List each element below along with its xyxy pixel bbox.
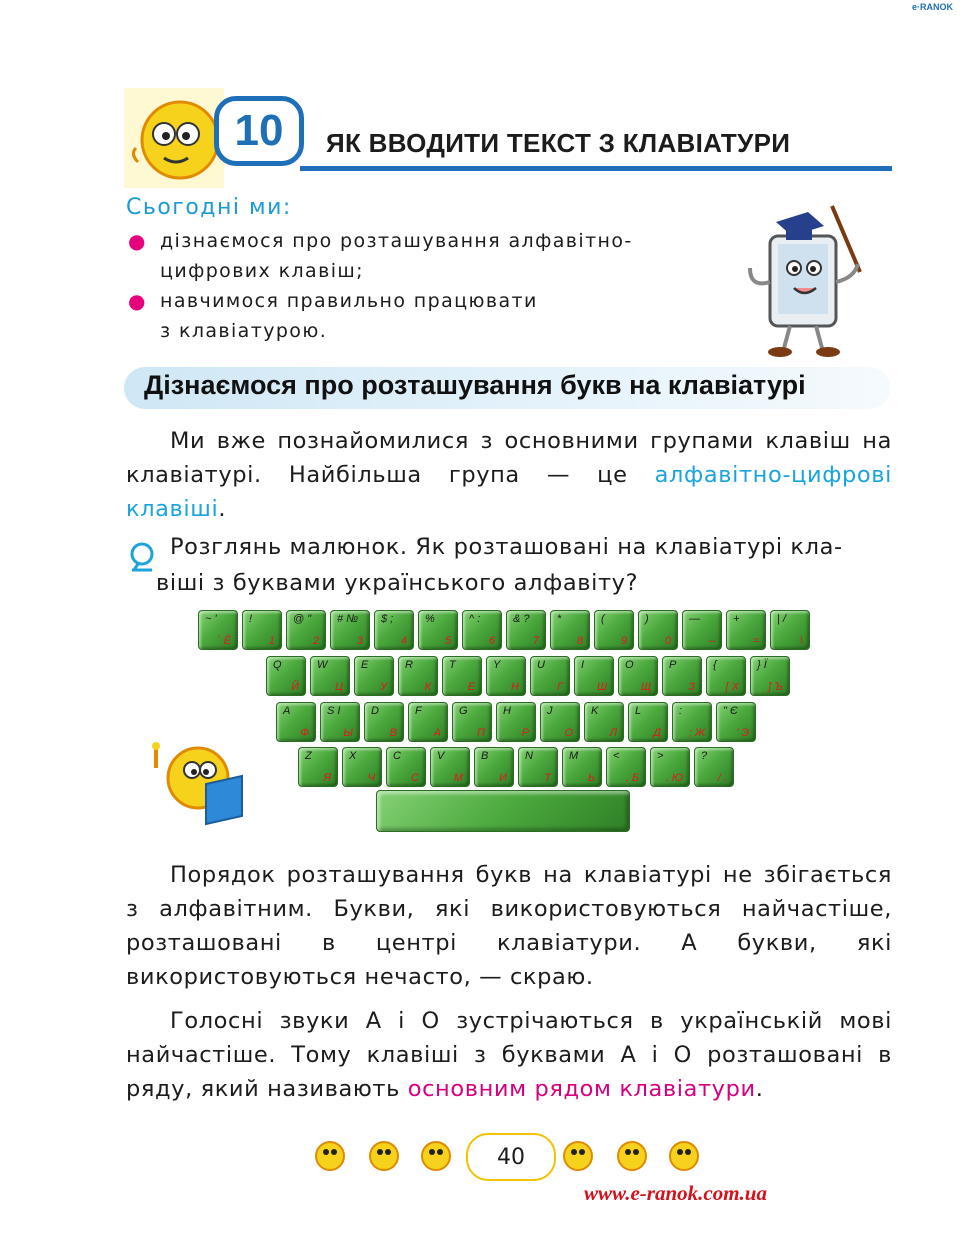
key-top-label: L xyxy=(635,705,642,717)
footer-mascots-left-icon xyxy=(310,1136,460,1176)
key-top-label: J xyxy=(547,705,553,717)
keyboard-key xyxy=(462,610,502,650)
keyboard-key xyxy=(770,610,810,650)
key-top-label: V xyxy=(437,750,445,762)
keyboard-key xyxy=(694,747,734,787)
key-bottom-label: 4 xyxy=(400,635,407,647)
key-bottom-label: Ш xyxy=(596,681,607,693)
key-top-label: B xyxy=(481,750,489,762)
key-bottom-label: Р xyxy=(521,727,529,739)
para-text: . xyxy=(755,1076,764,1102)
key-top-label: | / xyxy=(777,613,786,625)
key-top-label: A xyxy=(283,705,291,717)
key-top-label: H xyxy=(503,705,511,717)
keyboard-key xyxy=(298,747,338,787)
goal-line: дізнаємося про розташування алфавітно- xyxy=(160,230,633,252)
space-key xyxy=(376,790,630,832)
keyboard-key xyxy=(398,656,438,696)
key-top-label: K xyxy=(591,705,599,717)
key-top-label: P xyxy=(669,659,677,671)
keyboard-key xyxy=(672,702,712,742)
key-bottom-label: – xyxy=(708,635,715,647)
keyboard-key xyxy=(618,656,658,696)
key-bottom-label: Л xyxy=(609,727,617,739)
key-top-label: ( xyxy=(601,613,605,625)
publisher-logo: e·RANOK xyxy=(912,2,954,12)
key-bottom-label: И xyxy=(499,772,507,784)
key-bottom-label: Ц xyxy=(335,681,343,693)
keyboard-key xyxy=(364,702,404,742)
goal-item xyxy=(128,286,538,346)
keyboard-key xyxy=(726,610,766,650)
keyboard-key xyxy=(496,702,536,742)
question-line-2: віші з буквами українського алфавіту? xyxy=(156,570,639,596)
goal-line: навчимося правильно працювати xyxy=(160,290,538,312)
key-bottom-label: Ч xyxy=(367,772,375,784)
key-bottom-label: Г xyxy=(557,681,563,693)
goal-line: цифрових клавіш; xyxy=(160,260,364,282)
keyboard-key xyxy=(386,747,426,787)
key-top-label: ? xyxy=(701,750,708,762)
key-bottom-label: = xyxy=(752,635,759,647)
keyboard-key xyxy=(242,610,282,650)
key-bottom-label: Т xyxy=(544,772,551,784)
paragraph-intro xyxy=(126,424,892,526)
key-top-label: ) xyxy=(645,613,649,625)
key-top-label: E xyxy=(361,659,369,671)
keyboard-key xyxy=(198,610,238,650)
key-bottom-label: Ф xyxy=(300,727,309,739)
key-bottom-label: ` Ё xyxy=(216,635,231,647)
key-bottom-label: М xyxy=(453,772,463,784)
keyboard-key xyxy=(276,702,316,742)
key-top-label: " Є xyxy=(723,705,738,717)
keyboard-key xyxy=(584,702,624,742)
bullet-icon: ● xyxy=(128,289,147,313)
key-top-label: ~ ' xyxy=(205,613,217,625)
key-bottom-label: / . xyxy=(717,772,727,784)
keyboard-key xyxy=(474,747,514,787)
key-bottom-label: 1 xyxy=(268,635,275,647)
keyboard-key xyxy=(320,702,360,742)
keyboard-key xyxy=(574,656,614,696)
key-top-label: ^ : xyxy=(469,613,481,625)
key-bottom-label: Д xyxy=(653,727,661,739)
footer-mascots-right-icon xyxy=(558,1136,708,1176)
keyboard-key xyxy=(266,656,306,696)
key-bottom-label: ' Э xyxy=(736,727,749,739)
key-bottom-label: , Б xyxy=(625,772,639,784)
question-line-1: Розглянь малюнок. Як розташовані на клавіатурі кла- xyxy=(170,534,843,560)
keyboard-key xyxy=(628,702,668,742)
key-top-label: Z xyxy=(305,750,312,762)
key-bottom-label: \ xyxy=(799,635,803,647)
key-bottom-label: ; Ж xyxy=(688,727,705,739)
key-bottom-label: 0 xyxy=(664,635,671,647)
key-top-label: T xyxy=(449,659,456,671)
key-bottom-label: Й xyxy=(291,681,299,693)
smiley-mascot-icon xyxy=(124,88,224,188)
page-number: 40 xyxy=(466,1133,556,1181)
key-bottom-label: 2 xyxy=(312,635,319,647)
key-bottom-label: Ы xyxy=(343,727,353,739)
keyboard-key xyxy=(682,610,722,650)
lesson-number: 10 xyxy=(214,96,304,166)
key-bottom-label: З xyxy=(688,681,695,693)
key-top-label: + xyxy=(733,613,740,625)
para-text: Ми вже познайомилися з основними групами клавіш на клавіатурі. Найбільша група — це xyxy=(126,428,892,488)
key-top-label: & ? xyxy=(513,613,530,625)
keyboard-key xyxy=(486,656,526,696)
keyboard-key xyxy=(530,656,570,696)
keyboard-key xyxy=(286,610,326,650)
key-top-label: X xyxy=(349,750,357,762)
key-top-label: M xyxy=(569,750,579,762)
keyboard-key xyxy=(442,656,482,696)
keyboard-key xyxy=(506,610,546,650)
key-top-label: S І xyxy=(327,705,341,717)
paragraph-vowels xyxy=(126,1004,892,1106)
key-top-label: D xyxy=(371,705,379,717)
key-bottom-label: 8 xyxy=(576,635,583,647)
key-bottom-label: 6 xyxy=(488,635,495,647)
keyboard-key xyxy=(418,610,458,650)
bullet-icon: ● xyxy=(128,229,147,253)
paragraph-order: Порядок розташування букв на клавіатурі не збігається з алфавітним. Букви, які використовуються найчастіше, розташовані в центрі клавіатури. А букви, які використовуються нечасто, — скраю. xyxy=(126,862,892,990)
key-bottom-label: Ь xyxy=(587,772,595,784)
key-bottom-label: . Ю xyxy=(665,772,683,784)
key-bottom-label: 9 xyxy=(620,635,627,647)
key-top-label: < xyxy=(613,750,620,762)
keyboard-key xyxy=(594,610,634,650)
keyboard-key xyxy=(342,747,382,787)
key-bottom-label: У xyxy=(379,681,387,693)
key-bottom-label: ] Ъ xyxy=(768,681,783,693)
key-top-label: — xyxy=(689,613,700,625)
key-bottom-label: 7 xyxy=(532,635,539,647)
key-bottom-label: С xyxy=(411,772,419,784)
key-bottom-label: Н xyxy=(511,681,519,693)
key-top-label: U xyxy=(537,659,545,671)
term-highlight: алфавітно-цифрові клавіші xyxy=(126,462,892,522)
para-text: Голосні звуки А і О зустрічаються в українській мові найчастіше. Тому клавіші з буквами А і О розташовані в ряду, який називають xyxy=(126,1008,892,1102)
reading-mascot-icon xyxy=(146,738,250,826)
key-bottom-label: [ Х xyxy=(725,681,739,693)
publisher-website: www.e-ranok.com.ua xyxy=(584,1181,767,1205)
keyboard-key xyxy=(750,656,790,696)
key-top-label: # № xyxy=(337,613,359,625)
keyboard-key xyxy=(716,702,756,742)
keyboard-key xyxy=(638,610,678,650)
key-bottom-label: П xyxy=(477,727,485,739)
key-top-label: > xyxy=(657,750,664,762)
goal-line: з клавіатурою. xyxy=(160,320,328,342)
key-top-label: W xyxy=(317,659,328,671)
keyboard-key xyxy=(430,747,470,787)
lesson-header-rule xyxy=(300,166,892,171)
key-top-label: : xyxy=(679,705,683,717)
key-top-label: { xyxy=(713,659,717,671)
key-bottom-label: Щ xyxy=(640,681,651,693)
keyboard-key xyxy=(310,656,350,696)
keyboard-key xyxy=(650,747,690,787)
keyboard-key xyxy=(452,702,492,742)
key-top-label: R xyxy=(405,659,413,671)
lesson-title: ЯК ВВОДИТИ ТЕКСТ З КЛАВІАТУРИ xyxy=(326,128,791,158)
key-top-label: * xyxy=(557,613,562,625)
key-bottom-label: 3 xyxy=(356,635,363,647)
goal-item xyxy=(128,226,633,286)
key-top-label: Q xyxy=(273,659,282,671)
key-top-label: N xyxy=(525,750,533,762)
keyboard-key xyxy=(662,656,702,696)
keyboard-key xyxy=(518,747,558,787)
key-top-label: I xyxy=(581,659,585,671)
keyboard-key xyxy=(408,702,448,742)
key-top-label: O xyxy=(625,659,634,671)
keyboard-key xyxy=(330,610,370,650)
key-top-label: ! xyxy=(249,613,253,625)
key-bottom-label: К xyxy=(424,681,431,693)
keyboard-key xyxy=(540,702,580,742)
keyboard-key xyxy=(706,656,746,696)
key-top-label: } Ї xyxy=(757,659,767,671)
keyboard-key xyxy=(550,610,590,650)
goals-heading: Сьогодні ми: xyxy=(126,195,292,220)
term-highlight: основним рядом клавіатури xyxy=(407,1076,756,1102)
key-bottom-label: Я xyxy=(323,772,331,784)
keyboard-key xyxy=(374,610,414,650)
key-top-label: C xyxy=(393,750,401,762)
key-bottom-label: Е xyxy=(467,681,475,693)
tablet-teacher-icon xyxy=(736,202,876,358)
key-bottom-label: 5 xyxy=(444,635,451,647)
question-icon xyxy=(124,540,158,574)
keyboard-key xyxy=(562,747,602,787)
keyboard-key xyxy=(354,656,394,696)
key-bottom-label: В xyxy=(389,727,397,739)
key-bottom-label: О xyxy=(564,727,573,739)
key-top-label: G xyxy=(459,705,468,717)
key-top-label: F xyxy=(415,705,422,717)
key-top-label: Y xyxy=(493,659,501,671)
section-title: Дізнаємося про розташування букв на клавіатурі xyxy=(144,370,806,400)
key-top-label: $ ; xyxy=(381,613,394,625)
para-text: . xyxy=(218,496,227,522)
key-top-label: % xyxy=(425,613,435,625)
key-bottom-label: А xyxy=(433,727,441,739)
key-top-label: @ " xyxy=(293,613,312,625)
keyboard-key xyxy=(606,747,646,787)
